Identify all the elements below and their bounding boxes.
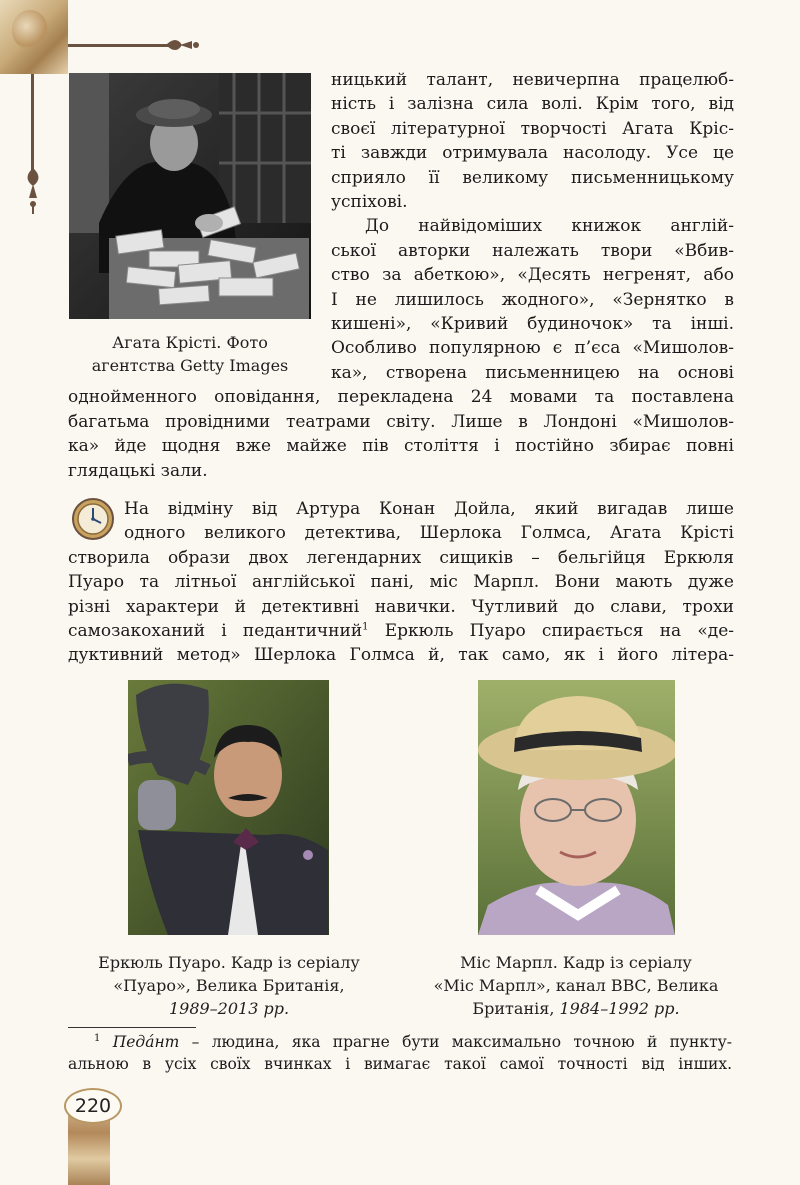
text-line: багатьма провідними театрами світу. Лише в Лондоні «Мишолов- [68, 411, 734, 432]
text-line: І не лишилось жодного», «Зернятко в [331, 289, 734, 310]
caption-miss-marple [410, 951, 742, 1020]
text-line: однойменного оповідання, перекладена 24 мовами та поставлена [68, 387, 734, 408]
ornament-finial-vertical [18, 168, 48, 216]
text-line: ка», створена письменницею на основі [331, 362, 734, 383]
footnote-ref: 1 [362, 621, 369, 633]
text-fragment: Еркюль Пуаро спирається на «де- [368, 621, 735, 642]
photo-poirot [128, 680, 329, 935]
caption-line: Міс Марпл. Кадр із серіалу [460, 953, 692, 972]
text-line: сприяло її великому письменницькому [331, 167, 734, 188]
text-line [68, 619, 734, 643]
text-line: ської авторки належать твори «Вбив- [331, 240, 734, 261]
text-line: Пуаро та літньої англійської пані, міс Марпл. Вони мають дуже [68, 572, 734, 593]
caption-line: «Міс Марпл», канал ВВС, Велика [433, 976, 719, 995]
footnote [68, 1031, 732, 1075]
paragraph-detectives [68, 497, 734, 668]
caption-line: Агата Крісті. Фото [112, 333, 268, 352]
text-line: ка» йде щодня вже майже пів століття і постійно збирає повні [68, 436, 734, 457]
footnote-text: – людина, яка прагне бути максимально точною й пункту- [179, 1033, 732, 1051]
footnote-rule [68, 1027, 196, 1028]
text-line: різні характери й детективні навички. Чутливий до слави, трохи [68, 596, 734, 617]
photo-miss-marple [478, 680, 675, 935]
text-line: дуктивний метод» Шерлока Голмса й, так само, як і його літера- [68, 645, 734, 666]
full-width-text [68, 385, 734, 483]
ornament-line-horizontal [68, 44, 174, 47]
caption-line: Еркюль Пуаро. Кадр із серіалу [98, 953, 360, 972]
text-line: ність і залізна сила волі. Крім того, від [331, 94, 734, 115]
text-line: ство за абеткою», «Десять негренят, або [331, 265, 734, 286]
caption-years: 1984–1992 рр. [559, 999, 680, 1018]
text-line: На відміну від Артура Конан Дойла, який вигадав лише [124, 499, 734, 519]
caption-line: Британія, [472, 999, 555, 1018]
text-line: своєї літературної творчості Агата Кріс- [331, 118, 734, 139]
text-line: одного великого детектива, Шерлока Голмса, Агата Крісті [124, 523, 734, 544]
photo-agatha-christie [69, 73, 311, 319]
footnote-line [68, 1031, 732, 1053]
ornament-finial-horizontal [166, 31, 206, 59]
text-fragment: самозакоханий і педантичний [68, 621, 363, 642]
corner-decoration [0, 0, 68, 74]
ornament-line-vertical [31, 74, 34, 182]
caption-poirot [74, 951, 384, 1020]
caption-line: агентства Getty Images [91, 356, 289, 375]
caption-years: 1989–2013 рр. [168, 999, 290, 1018]
text-line: До найвідоміших книжок англій- [365, 216, 734, 237]
text-line: Особливо популярною є п’єса «Мишолов- [331, 338, 734, 359]
footnote-term: Педáнт [112, 1033, 180, 1051]
text-line: ницький талант, невичерпна працелюб- [331, 70, 734, 90]
caption-line: «Пуаро», Велика Британія, [113, 976, 345, 995]
text-line: кишені», «Кривий будиночок» та інші. [331, 314, 734, 335]
footnote-marker: 1 [94, 1032, 101, 1044]
caption-agatha-christie [69, 331, 311, 377]
text-line: успіхові. [331, 192, 408, 213]
text-line: ті завжди отримувала насолоду. Усе це [331, 143, 734, 164]
page-number: 220 [64, 1088, 122, 1124]
text-line: глядацькі зали. [68, 460, 208, 481]
text-line: створила образи двох легендарних сищиків – бельгійця Еркюля [68, 547, 734, 568]
column-text [331, 68, 734, 385]
footnote-line: альною в усіх своїх вчинках і вимагає такої самої точності від інших. [68, 1055, 732, 1073]
